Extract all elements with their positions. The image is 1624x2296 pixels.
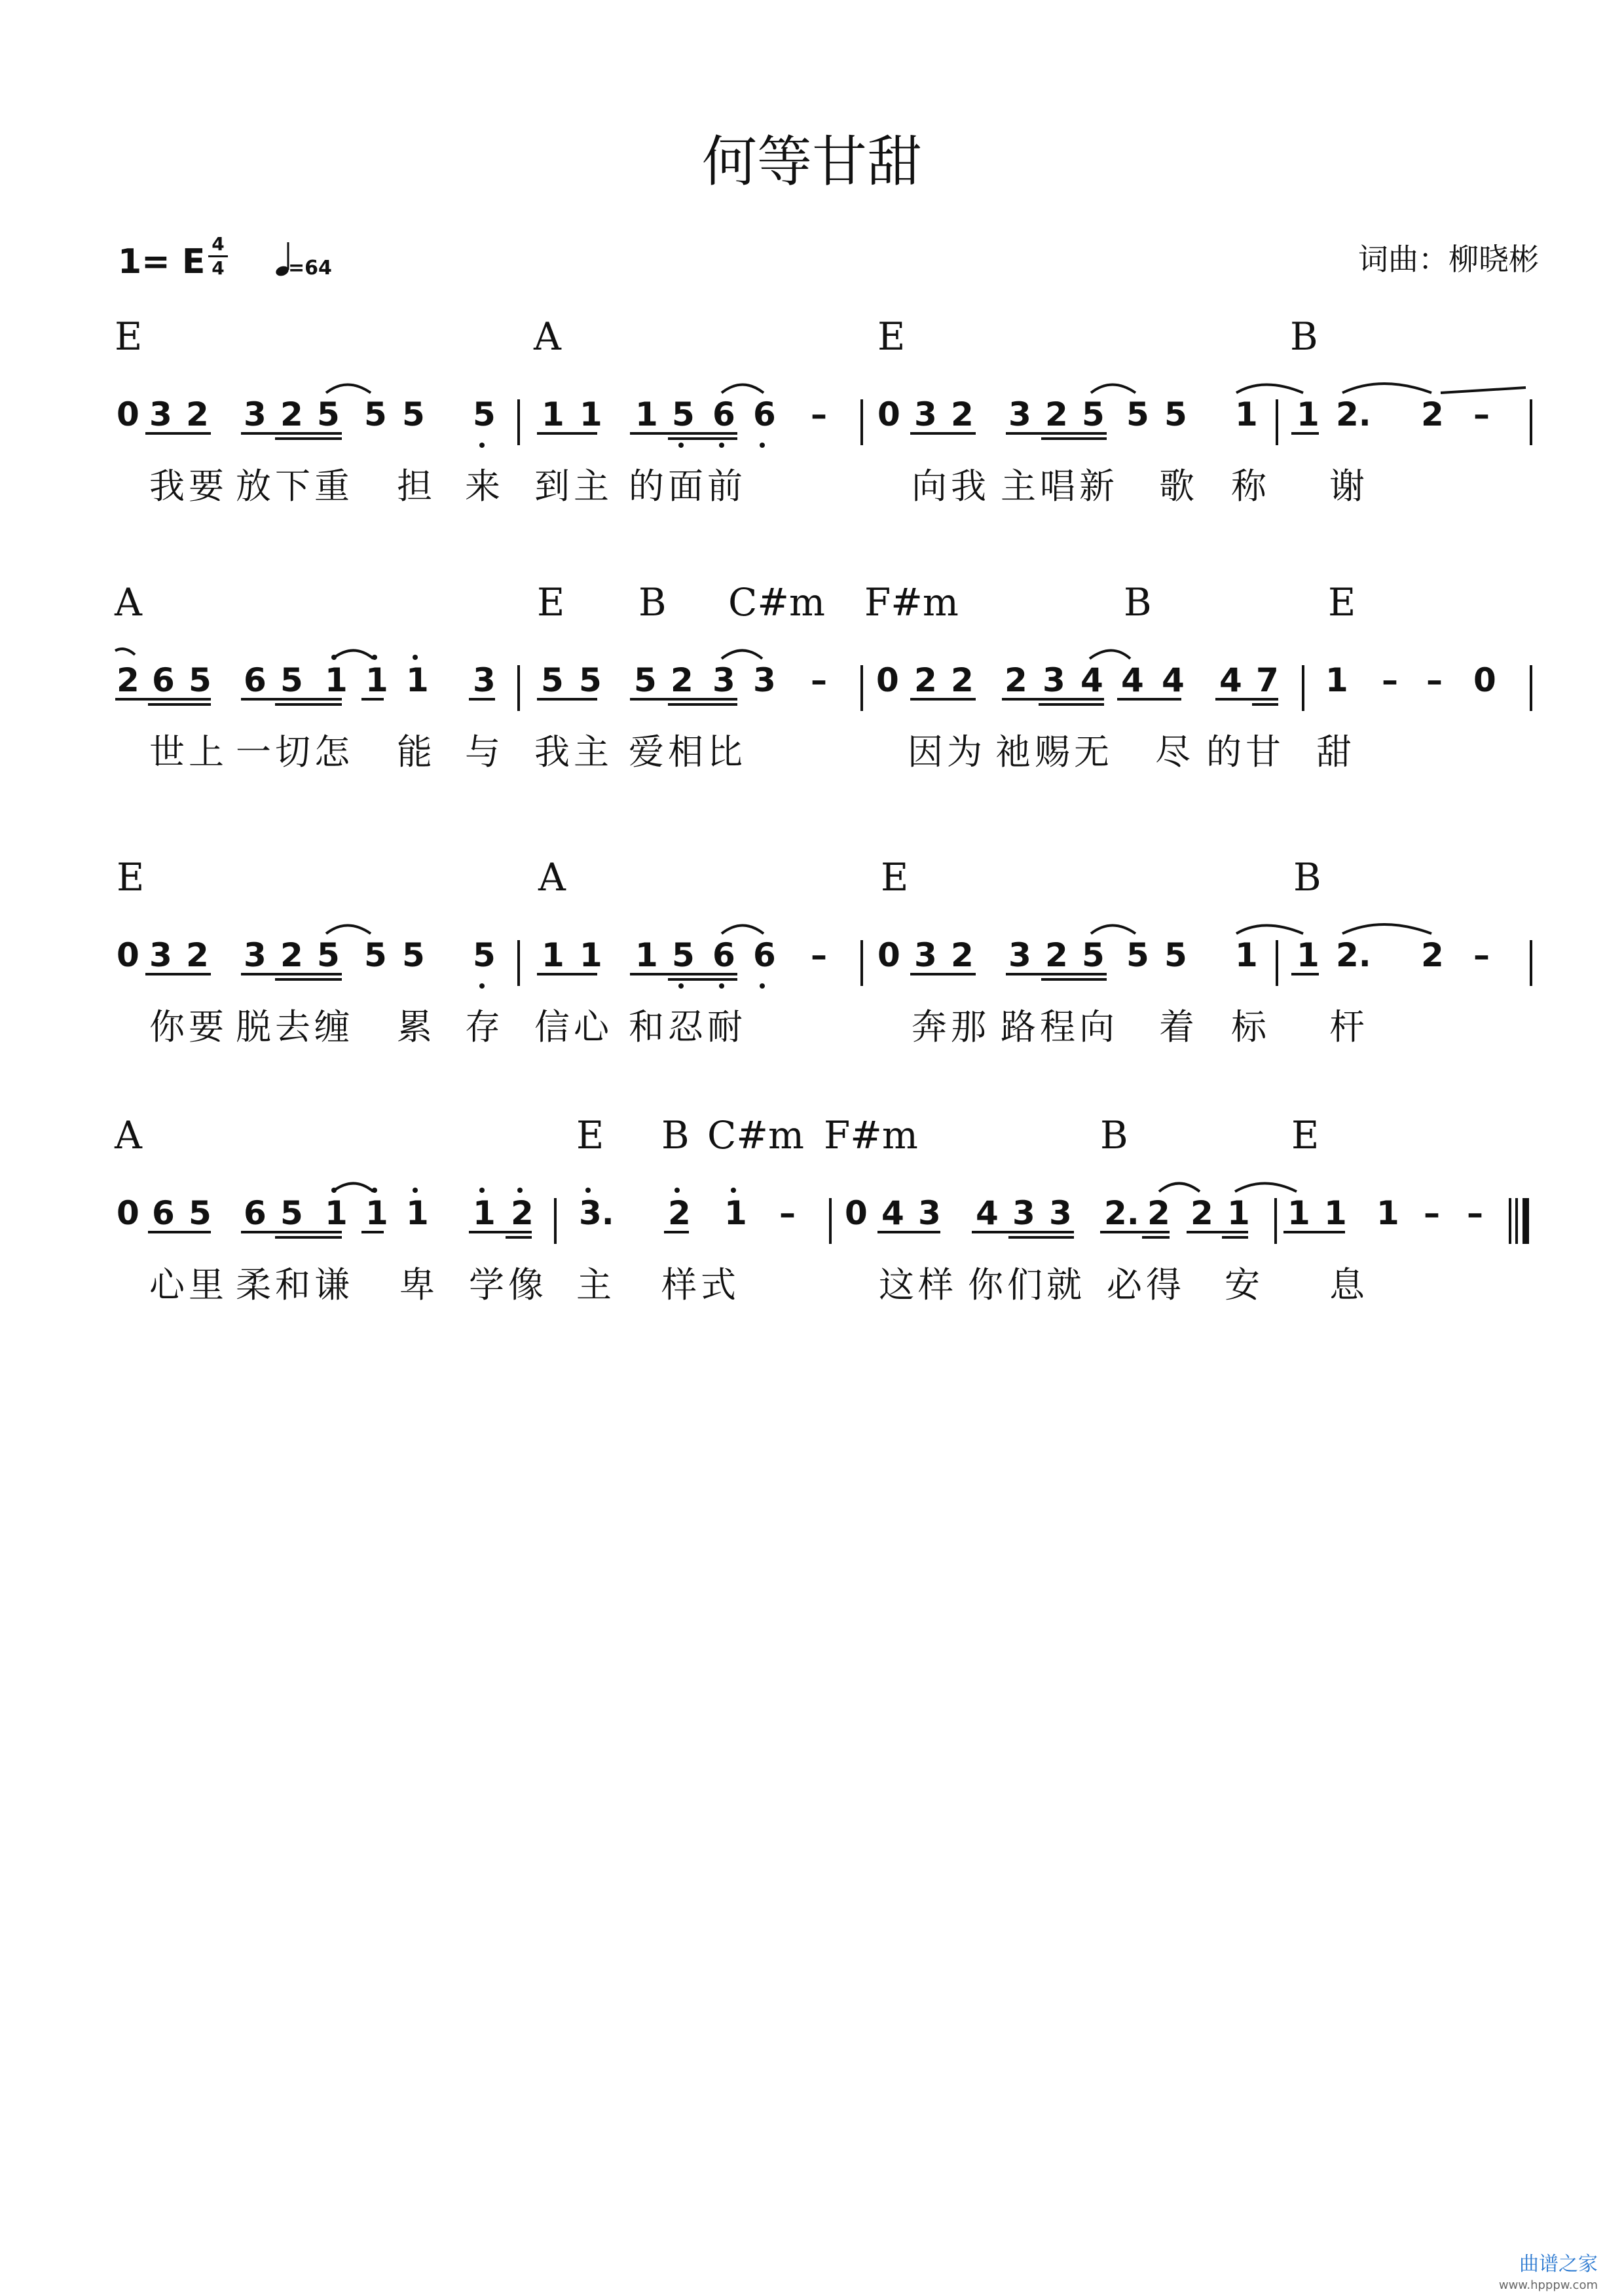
svg-text:1: 1 xyxy=(365,661,388,699)
lyric: 尽 xyxy=(1155,731,1194,773)
svg-text:1: 1 xyxy=(1325,661,1348,699)
svg-text:5: 5 xyxy=(402,936,425,974)
chord-label: B xyxy=(1293,855,1321,900)
svg-text:5: 5 xyxy=(189,661,212,699)
lyric: 的甘 xyxy=(1206,731,1285,773)
svg-text:1: 1 xyxy=(473,1194,496,1232)
svg-text:5: 5 xyxy=(672,936,695,974)
lyric-row xyxy=(0,999,1624,1048)
lyric: 来 xyxy=(465,465,504,507)
svg-text:5: 5 xyxy=(1164,936,1187,974)
svg-text:4: 4 xyxy=(1080,661,1103,699)
svg-text:1: 1 xyxy=(1376,1194,1399,1232)
svg-text:6: 6 xyxy=(244,1194,267,1232)
svg-text:3: 3 xyxy=(473,661,496,699)
credits: 词曲：柳晓彬 xyxy=(1358,242,1539,277)
lyric: 这样 xyxy=(879,1264,957,1305)
svg-text:4: 4 xyxy=(1121,661,1144,699)
lyric: 和忍耐 xyxy=(629,1006,747,1048)
lyric: 主 xyxy=(576,1264,616,1305)
lyric-row xyxy=(0,724,1624,773)
svg-text:3: 3 xyxy=(1012,1194,1035,1232)
svg-text:2: 2 xyxy=(671,661,693,699)
lyric: 歌 xyxy=(1159,465,1198,507)
svg-text:4: 4 xyxy=(976,1194,999,1232)
svg-text:1: 1 xyxy=(724,1194,747,1232)
notation-row xyxy=(0,1172,1624,1250)
svg-text:2: 2 xyxy=(1190,1194,1213,1232)
svg-text:1: 1 xyxy=(580,395,602,433)
svg-text:2: 2 xyxy=(280,395,303,433)
svg-text:5: 5 xyxy=(317,936,340,974)
notation-row xyxy=(0,373,1624,452)
svg-text:0: 0 xyxy=(877,936,900,974)
lyric: 能 xyxy=(397,731,436,773)
svg-text:5: 5 xyxy=(672,395,695,433)
svg-text:2: 2 xyxy=(117,661,139,699)
svg-text:2: 2 xyxy=(951,936,974,974)
svg-text:2: 2 xyxy=(1147,1194,1170,1232)
watermark-logo: 曲谱之家 xyxy=(1519,2253,1598,2276)
svg-text:5: 5 xyxy=(473,936,496,974)
svg-text:1: 1 xyxy=(542,936,564,974)
svg-text:5: 5 xyxy=(364,395,387,433)
svg-text:–: – xyxy=(811,395,827,433)
svg-text:1: 1 xyxy=(1297,936,1320,974)
svg-text:5: 5 xyxy=(189,1194,212,1232)
lyric: 累 xyxy=(397,1006,436,1048)
lyric: 主唱新 xyxy=(1001,465,1118,507)
notation-row xyxy=(0,639,1624,718)
svg-text:0: 0 xyxy=(845,1194,868,1232)
svg-text:1: 1 xyxy=(542,395,564,433)
svg-text:2: 2 xyxy=(511,1194,534,1232)
svg-text:1: 1 xyxy=(406,1194,429,1232)
svg-text:0: 0 xyxy=(877,395,900,433)
svg-text:3: 3 xyxy=(914,936,937,974)
svg-text:–: – xyxy=(1473,936,1490,974)
lyric: 卑 xyxy=(399,1264,439,1305)
lyric: 柔和谦 xyxy=(236,1264,354,1305)
svg-text:2: 2 xyxy=(1421,936,1444,974)
chord-label: E xyxy=(1328,580,1356,625)
svg-text:2: 2 xyxy=(951,661,974,699)
lyric: 安 xyxy=(1225,1264,1264,1305)
svg-text:5: 5 xyxy=(402,395,425,433)
svg-text:–: – xyxy=(811,661,827,699)
svg-text:3: 3 xyxy=(149,395,172,433)
svg-text:5: 5 xyxy=(1126,936,1149,974)
svg-text:5: 5 xyxy=(280,1194,303,1232)
lyric: 担 xyxy=(397,465,436,507)
svg-text:2: 2 xyxy=(1045,936,1068,974)
lyric: 爱相比 xyxy=(629,731,747,773)
lyric: 到主 xyxy=(534,465,613,507)
svg-text:–: – xyxy=(1426,661,1443,699)
svg-text:0: 0 xyxy=(1473,661,1496,699)
svg-text:5: 5 xyxy=(473,395,496,433)
lyric: 路程向 xyxy=(1001,1006,1118,1048)
svg-text:4: 4 xyxy=(1162,661,1185,699)
chord-label: E xyxy=(881,855,909,900)
time-signature-bottom: 4 xyxy=(212,257,225,279)
tempo-marking: =64 xyxy=(288,257,332,280)
svg-text:3: 3 xyxy=(244,395,267,433)
svg-text:–: – xyxy=(1424,1194,1440,1232)
chord-label: A xyxy=(538,855,566,900)
svg-text:0: 0 xyxy=(876,661,899,699)
svg-text:2.: 2. xyxy=(1104,1194,1139,1232)
lyric: 谢 xyxy=(1329,465,1369,507)
svg-text:3: 3 xyxy=(1008,395,1031,433)
svg-text:1: 1 xyxy=(635,936,658,974)
svg-text:3: 3 xyxy=(1008,936,1031,974)
svg-text:1: 1 xyxy=(1235,936,1258,974)
lyric: 因为 xyxy=(908,731,986,773)
svg-text:3: 3 xyxy=(149,936,172,974)
numbered-notation xyxy=(0,914,1624,999)
svg-text:1: 1 xyxy=(580,936,602,974)
chord-label: B xyxy=(638,580,667,625)
svg-text:6: 6 xyxy=(152,661,175,699)
time-signature-top: 4 xyxy=(212,233,225,255)
chord-label: E xyxy=(576,1113,604,1157)
svg-text:5: 5 xyxy=(634,661,657,699)
lyric: 心里 xyxy=(149,1264,228,1305)
chord-label: E xyxy=(115,314,143,359)
chord-label: E xyxy=(537,580,565,625)
svg-text:–: – xyxy=(1382,661,1398,699)
svg-text:1: 1 xyxy=(1297,395,1320,433)
lyric: 甜 xyxy=(1316,731,1356,773)
svg-text:2: 2 xyxy=(1045,395,1068,433)
chord-label: C#m xyxy=(707,1113,804,1157)
svg-text:1: 1 xyxy=(1287,1194,1310,1232)
svg-text:5: 5 xyxy=(1126,395,1149,433)
lyric: 样式 xyxy=(661,1264,740,1305)
chord-label: F#m xyxy=(864,580,959,625)
lyric: 我要 xyxy=(149,465,228,507)
svg-text:3: 3 xyxy=(753,661,776,699)
chord-label: B xyxy=(661,1113,690,1157)
svg-text:2: 2 xyxy=(1005,661,1027,699)
lyric: 息 xyxy=(1329,1264,1369,1305)
svg-text:6: 6 xyxy=(244,661,267,699)
lyric: 祂赐无 xyxy=(995,731,1113,773)
numbered-notation xyxy=(0,639,1624,724)
svg-text:0: 0 xyxy=(117,395,139,433)
chord-label: A xyxy=(534,314,561,359)
svg-text:5: 5 xyxy=(280,661,303,699)
svg-text:6: 6 xyxy=(712,395,735,433)
svg-text:5: 5 xyxy=(1164,395,1187,433)
svg-text:2: 2 xyxy=(951,395,974,433)
svg-text:3: 3 xyxy=(1043,661,1065,699)
lyric: 我主 xyxy=(534,731,613,773)
svg-text:3: 3 xyxy=(712,661,735,699)
lyric: 杆 xyxy=(1329,1006,1369,1048)
chord-label: C#m xyxy=(728,580,825,625)
svg-text:0: 0 xyxy=(117,936,139,974)
lyric: 你要 xyxy=(149,1006,228,1048)
chord-label: A xyxy=(115,580,142,625)
lyric: 一切怎 xyxy=(236,731,354,773)
chord-label: B xyxy=(1100,1113,1128,1157)
svg-text:1: 1 xyxy=(325,1194,348,1232)
lyric: 着 xyxy=(1159,1006,1198,1048)
svg-text:3: 3 xyxy=(244,936,267,974)
svg-text:1: 1 xyxy=(406,661,429,699)
svg-text:5: 5 xyxy=(579,661,602,699)
lyric-row xyxy=(0,458,1624,507)
lyric-row xyxy=(0,1257,1624,1303)
chord-row xyxy=(0,314,1624,367)
lyric: 与 xyxy=(465,731,504,773)
chord-row xyxy=(0,1113,1624,1165)
svg-text:0: 0 xyxy=(117,1194,139,1232)
svg-text:2: 2 xyxy=(280,936,303,974)
watermark-url: www.hpppw.com xyxy=(1498,2278,1598,2292)
svg-text:5: 5 xyxy=(541,661,564,699)
lyric: 必得 xyxy=(1107,1264,1185,1305)
lyric: 标 xyxy=(1231,1006,1270,1048)
svg-text:3: 3 xyxy=(914,395,937,433)
svg-text:5: 5 xyxy=(1082,936,1105,974)
svg-text:2: 2 xyxy=(668,1194,691,1232)
lyric: 称 xyxy=(1231,465,1270,507)
svg-text:4: 4 xyxy=(881,1194,904,1232)
chord-label: F#m xyxy=(824,1113,918,1157)
svg-text:4: 4 xyxy=(1219,661,1242,699)
lyric: 放下重 xyxy=(236,465,354,507)
chord-label: E xyxy=(117,855,145,900)
chord-row xyxy=(0,855,1624,907)
svg-text:2: 2 xyxy=(1421,395,1444,433)
notation-row xyxy=(0,914,1624,993)
lyric: 学像 xyxy=(469,1264,547,1305)
svg-text:1: 1 xyxy=(1324,1194,1347,1232)
svg-text:3: 3 xyxy=(1049,1194,1072,1232)
lyric: 世上 xyxy=(149,731,228,773)
chord-label: E xyxy=(877,314,906,359)
svg-text:3.: 3. xyxy=(579,1194,614,1232)
svg-text:5: 5 xyxy=(317,395,340,433)
svg-text:2: 2 xyxy=(186,395,209,433)
svg-text:–: – xyxy=(1467,1194,1483,1232)
svg-text:2.: 2. xyxy=(1336,936,1371,974)
svg-text:7: 7 xyxy=(1256,661,1279,699)
lyric: 你们就 xyxy=(968,1264,1086,1305)
svg-text:5: 5 xyxy=(364,936,387,974)
svg-text:6: 6 xyxy=(753,936,776,974)
svg-text:1: 1 xyxy=(635,395,658,433)
numbered-notation xyxy=(0,1172,1624,1257)
chord-label: B xyxy=(1124,580,1152,625)
svg-text:6: 6 xyxy=(753,395,776,433)
chord-label: E xyxy=(1291,1113,1320,1157)
lyric: 的面前 xyxy=(629,465,747,507)
chord-row xyxy=(0,580,1624,632)
lyric: 脱去缠 xyxy=(236,1006,354,1048)
lyric: 存 xyxy=(465,1006,504,1048)
chord-label: B xyxy=(1290,314,1318,359)
svg-text:2.: 2. xyxy=(1336,395,1371,433)
svg-text:6: 6 xyxy=(712,936,735,974)
chord-label: A xyxy=(115,1113,142,1157)
svg-text:6: 6 xyxy=(152,1194,175,1232)
svg-text:1: 1 xyxy=(1227,1194,1250,1232)
lyric: 向我 xyxy=(912,465,990,507)
svg-text:1: 1 xyxy=(365,1194,388,1232)
time-signature xyxy=(208,234,228,278)
svg-text:–: – xyxy=(811,936,827,974)
svg-text:5: 5 xyxy=(1082,395,1105,433)
svg-text:3: 3 xyxy=(918,1194,941,1232)
lyric: 奔那 xyxy=(912,1006,990,1048)
svg-text:–: – xyxy=(779,1194,796,1232)
svg-text:–: – xyxy=(1473,395,1490,433)
numbered-notation xyxy=(0,373,1624,458)
svg-text:2: 2 xyxy=(186,936,209,974)
key-signature: 1= E xyxy=(118,242,206,282)
song-title: 何等甘甜 xyxy=(701,130,922,194)
lyric: 信心 xyxy=(534,1006,613,1048)
svg-text:1: 1 xyxy=(325,661,348,699)
svg-text:1: 1 xyxy=(1235,395,1258,433)
svg-text:2: 2 xyxy=(914,661,937,699)
